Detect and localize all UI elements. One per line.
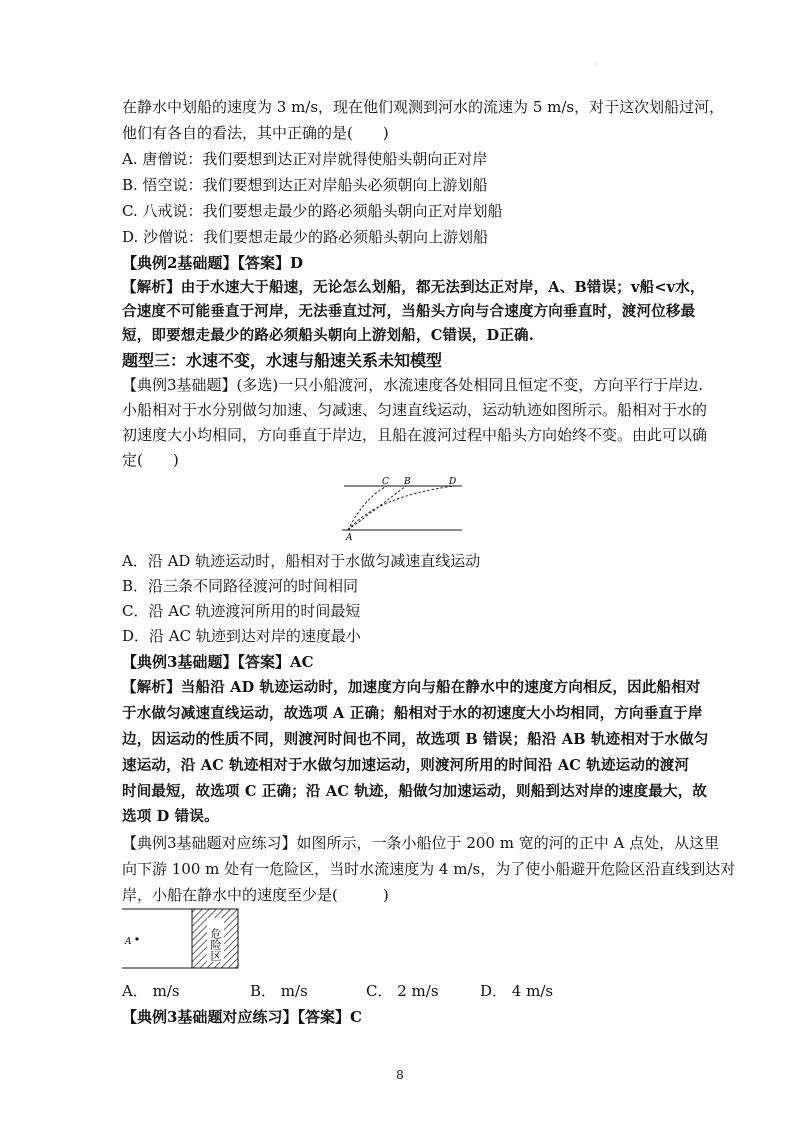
corner-mark: · [594, 60, 597, 69]
option-c: C. 八戒说：我们要想走最少的路必须船头朝向正对岸划船 [122, 202, 503, 220]
example3-question-line-1: 【典例3基础题】(多选)一只小船渡河，水流速度各处相同且恒定不变，方向平行于岸边. [122, 376, 704, 394]
example2-answer: 【典例2基础题】【答案】D [122, 254, 303, 272]
option-d: D. 沙僧说：我们要想走最少的路必须船头朝向上游划船 [122, 228, 489, 246]
practice-option-b: B． m/s [250, 982, 308, 1000]
practice-question-line-1: 【典例3基础题对应练习】如图所示，一条小船位于 200 m 宽的河的正中 A 点处，从这里 [122, 834, 720, 852]
trajectory-ad [348, 486, 454, 530]
page-number: 8 [396, 1068, 404, 1082]
option-b: B. 悟空说：我们要想到达正对岸船头必须朝向上游划船 [122, 176, 488, 194]
practice-option-a: A． m/s [122, 982, 180, 1000]
example3-answer: 【典例3基础题】【答案】AC [122, 653, 314, 671]
example2-explanation-line-3: 短，即要想走最少的路必须船头朝向上游划船，C错误，D正确. [122, 327, 534, 344]
example3-explanation-line-5: 时间最短，故选项 C 正确；沿 AC 轨迹，船做匀加速运动，则船到达对岸的速度最大，故 [122, 783, 708, 800]
example3-explanation-line-2: 于水做匀减速直线运动，故选项 A 正确；船相对于水的初速度大小均相同，方向垂直于岸 [122, 705, 703, 722]
example3-option-c: C．沿 AC 轨迹渡河所用的时间最短 [122, 602, 361, 620]
point-a [135, 937, 138, 940]
label-a: A [125, 937, 132, 947]
example3-explanation-line-6: 选项 D 错误。 [122, 808, 219, 825]
example3-option-d: D．沿 AC 轨迹到达对岸的速度最小 [122, 627, 361, 645]
example3-explanation-line-1: 【解析】当船沿 AD 轨迹运动时，加速度方向与船在静水中的速度方向相反，因此船相对 [122, 679, 701, 696]
example3-explanation-line-4: 速运动，沿 AC 轨迹相对于水做匀加速运动，则渡河所用的时间沿 AC 轨迹运动的渡河 [122, 757, 690, 774]
example3-explanation-line-3: 边，因运动的性质不同，则渡河时间也不同，故选项 B 错误；船沿 AB 轨迹相对于水做匀 [122, 731, 709, 748]
option-a: A. 唐僧说：我们要想到达正对岸就得使船头朝向正对岸 [122, 150, 488, 168]
example3-question-line-2: 小船相对于水分别做匀加速、匀减速、匀速直线运动，运动轨迹如图所示。船相对于水的 [122, 401, 708, 419]
example2-explanation-line-1: 【解析】由于水速大于船速，无论怎么划船，都无法到达正对岸，A、B错误；v船<v水， [122, 279, 705, 296]
label-c: C [382, 477, 389, 487]
trajectory-ac [348, 486, 387, 530]
label-a: A [346, 533, 353, 542]
practice-answer: 【典例3基础题对应练习】【答案】C [122, 1008, 362, 1026]
practice-question-line-2: 向下游 100 m 处有一危险区，当时水流速度为 4 m/s，为了使小船避开危险区沿直线到达对 [122, 860, 736, 878]
question-intro-line-1: 在静水中划船的速度为 3 m/s，现在他们观测到河水的流速为 5 m/s，对于这次划船过河， [122, 98, 725, 116]
example3-option-b: B．沿三条不同路径渡河的时间相同 [122, 577, 359, 595]
label-d: D [449, 477, 457, 487]
practice-question-line-3: 岸，小船在静水中的速度至少是( ) [122, 886, 389, 904]
example3-question-line-3: 初速度大小均相同，方向垂直于岸边，且船在渡河过程中船头方向始终不变。由此可以确 [122, 426, 708, 444]
label-b: B [404, 477, 411, 487]
example2-explanation-line-2: 合速度不可能垂直于河岸，无法垂直过河，当船头方向与合速度方向垂直时，渡河位移最 [122, 303, 696, 320]
example3-option-a: A．沿 AD 轨迹运动时，船相对于水做匀减速直线运动 [122, 552, 481, 570]
practice-option-c: C． 2 m/s [366, 982, 439, 1000]
trajectory-figure [338, 474, 468, 542]
danger-zone-figure [120, 906, 244, 972]
question-intro-line-2: 他们有各自的看法，其中正确的是( ) [122, 124, 389, 142]
section-title: 题型三：水速不变，水速与船速关系未知模型 [122, 351, 443, 370]
practice-option-d: D． 4 m/s [480, 982, 554, 1000]
danger-zone-label: 危险区 [209, 928, 222, 961]
example3-question-line-4: 定( ) [122, 451, 179, 469]
